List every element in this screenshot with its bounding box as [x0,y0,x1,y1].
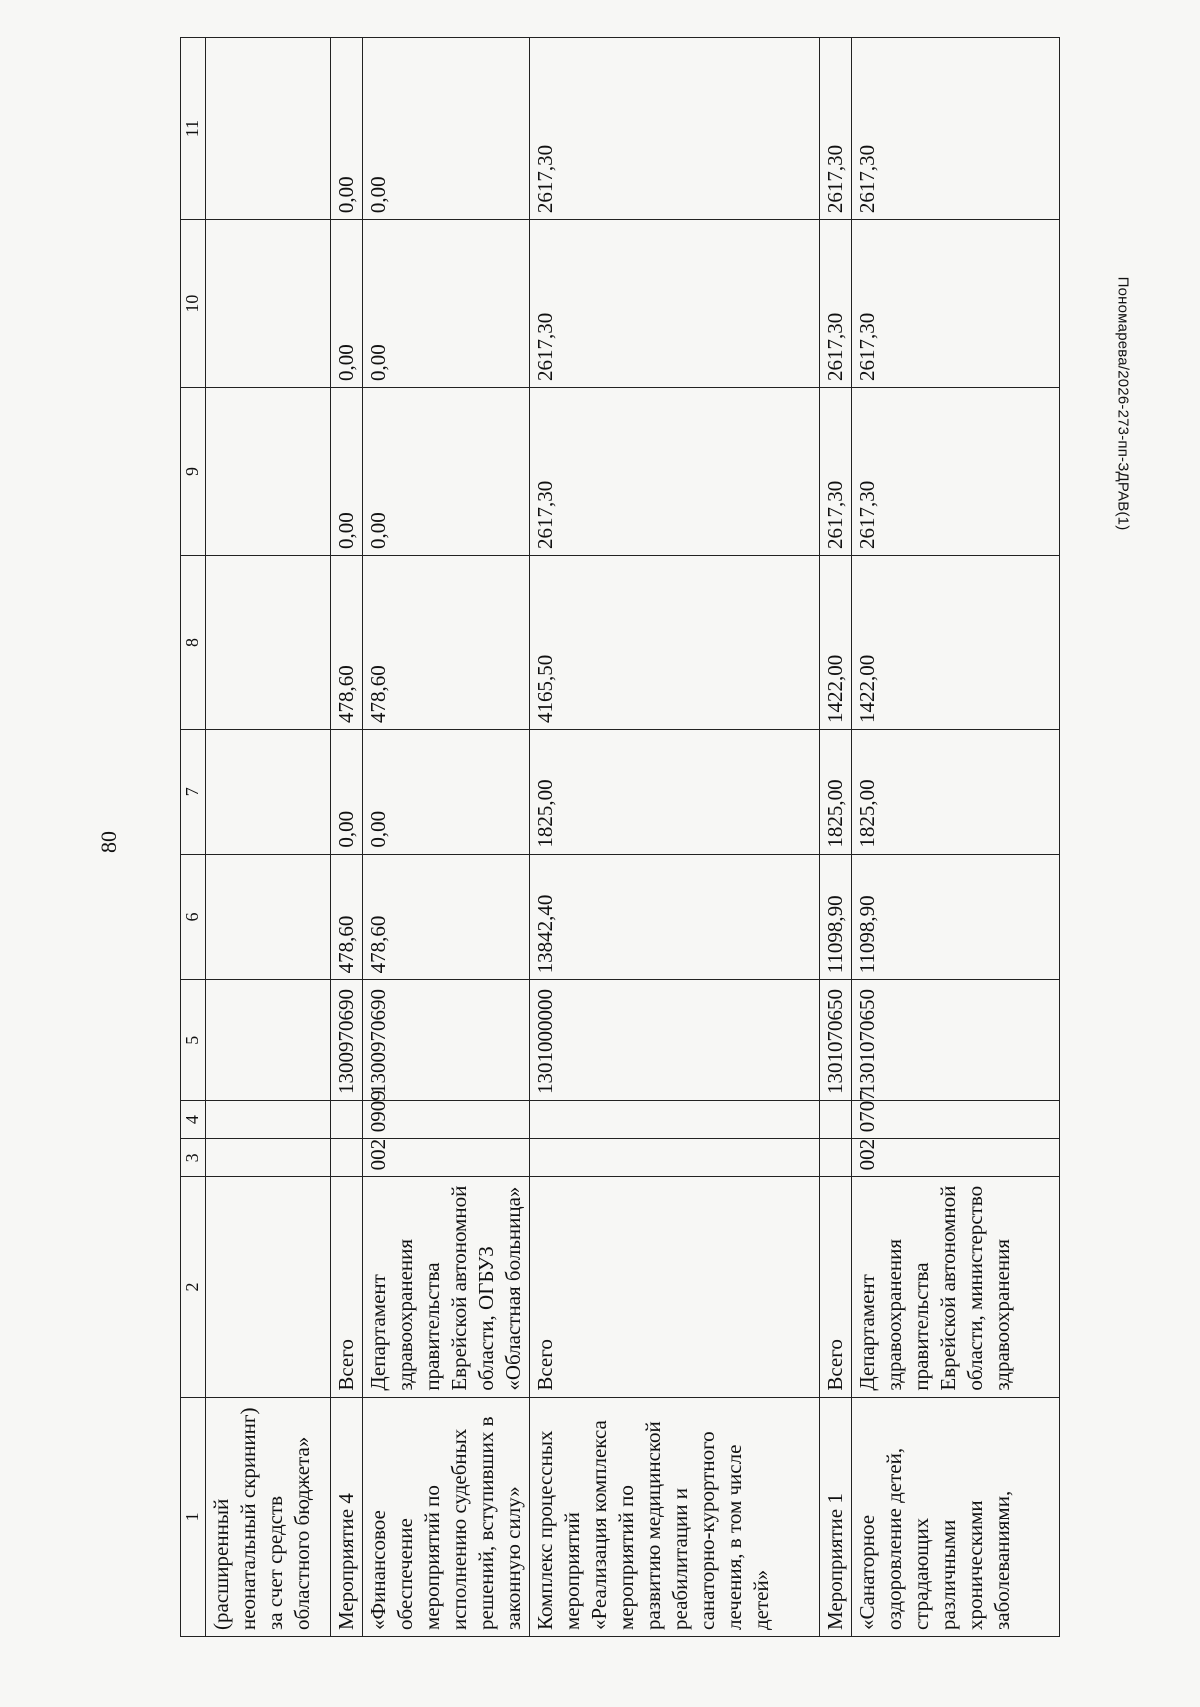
table-cell: 2617,30 [530,388,820,556]
table-cell: 1300970690 [331,980,363,1101]
table-cell [530,1139,820,1177]
table-cell: 2617,30 [852,388,1060,556]
table-cell: 1422,00 [820,555,852,729]
table-cell [206,729,331,854]
table-cell: 1422,00 [852,555,1060,729]
table-cell: 2617,30 [530,220,820,388]
column-header: 1 [181,1397,206,1636]
table-cell: 002 [363,1139,530,1177]
table-cell: 0,00 [363,220,530,388]
table-cell: 1825,00 [820,729,852,854]
table-cell: 0,00 [363,38,530,220]
table-cell: 478,60 [363,555,530,729]
table-cell [206,1139,331,1177]
table-cell: 4165,50 [530,555,820,729]
column-header: 8 [181,555,206,729]
table-cell: 2617,30 [820,388,852,556]
footer-document-id [1109,93,1137,713]
table-cell: Всего [331,1177,363,1397]
table-cell [206,555,331,729]
footer-document-id-text: Пономарева/2026-273-пп-ЗДРАВ(1) [1114,276,1132,530]
table-cell: 0,00 [331,220,363,388]
table-cell [206,1177,331,1397]
table-cell: 1301070650 [852,980,1060,1101]
budget-table [180,37,1060,1637]
table-cell [820,1139,852,1177]
table-cell: Мероприятие 1 [820,1397,852,1636]
table-row [206,38,331,1637]
column-header: 2 [181,1177,206,1397]
table-cell [530,1101,820,1139]
table-cell: 1301070650 [820,980,852,1101]
table-cell: «Санаторное оздоровление детей, страдающих различными хроническими заболеваниями, [852,1397,1060,1636]
table-cell: Департамент здравоохранения правительства Еврейской автономной области, министерство здравоохранения [852,1177,1060,1397]
table-cell [206,38,331,220]
table-cell: 478,60 [363,854,530,980]
table-row [331,38,363,1637]
table-cell [206,980,331,1101]
table-cell: 2617,30 [820,38,852,220]
table-cell: 0,00 [363,388,530,556]
column-header: 11 [181,38,206,220]
table-cell: 002 [852,1139,1060,1177]
table-cell [206,220,331,388]
table-cell: 0,00 [363,729,530,854]
table-cell: 2617,30 [530,38,820,220]
table-cell [820,1101,852,1139]
column-header: 3 [181,1139,206,1177]
column-header: 4 [181,1101,206,1139]
column-header: 5 [181,980,206,1101]
table-cell: 2617,30 [852,220,1060,388]
table-cell: «Финансовое обеспечение мероприятий по исполнению судебных решений, вступивших в законную силу» [363,1397,530,1636]
table-row [820,38,852,1637]
table-row [530,38,820,1637]
table-cell: 0,00 [331,729,363,854]
column-header: 7 [181,729,206,854]
table-cell [331,1101,363,1139]
table-cell: Комплекс процессных мероприятий «Реализация комплекса мероприятий по развитию медицинской реабилитации и санаторно-курортного лечения, в том числе детей» [530,1397,820,1636]
table-cell: 478,60 [331,555,363,729]
table-cell: 1300970690 [363,980,530,1101]
table-cell [206,854,331,980]
table-cell: (расширенный неонатальный скрининг) за счет средств областного бюджета» [206,1397,331,1636]
column-header: 6 [181,854,206,980]
table-row [363,38,530,1637]
column-header: 9 [181,388,206,556]
table-cell: 11098,90 [852,854,1060,980]
table-cell [331,1139,363,1177]
page-number: 80 [96,831,121,853]
table-cell: 0909 [363,1101,530,1139]
table-row [852,38,1060,1637]
table-cell: 478,60 [331,854,363,980]
budget-table-container [180,37,1060,1637]
table-cell: 2617,30 [820,220,852,388]
table-cell [206,1101,331,1139]
table-header-row [181,38,206,1637]
table-cell: 13842,40 [530,854,820,980]
table-cell: 0,00 [331,388,363,556]
table-cell: 1825,00 [530,729,820,854]
table-cell: Всего [530,1177,820,1397]
table-cell: 2617,30 [852,38,1060,220]
table-cell: 1825,00 [852,729,1060,854]
table-cell: Мероприятие 4 [331,1397,363,1636]
table-cell: 0,00 [331,38,363,220]
table-cell: Всего [820,1177,852,1397]
column-header: 10 [181,220,206,388]
table-cell: 1301000000 [530,980,820,1101]
table-cell: 11098,90 [820,854,852,980]
table-cell: 0707 [852,1101,1060,1139]
table-cell [206,388,331,556]
table-cell: Департамент здравоохранения правительства Еврейской автономной области, ОГБУЗ «Областная больница» [363,1177,530,1397]
